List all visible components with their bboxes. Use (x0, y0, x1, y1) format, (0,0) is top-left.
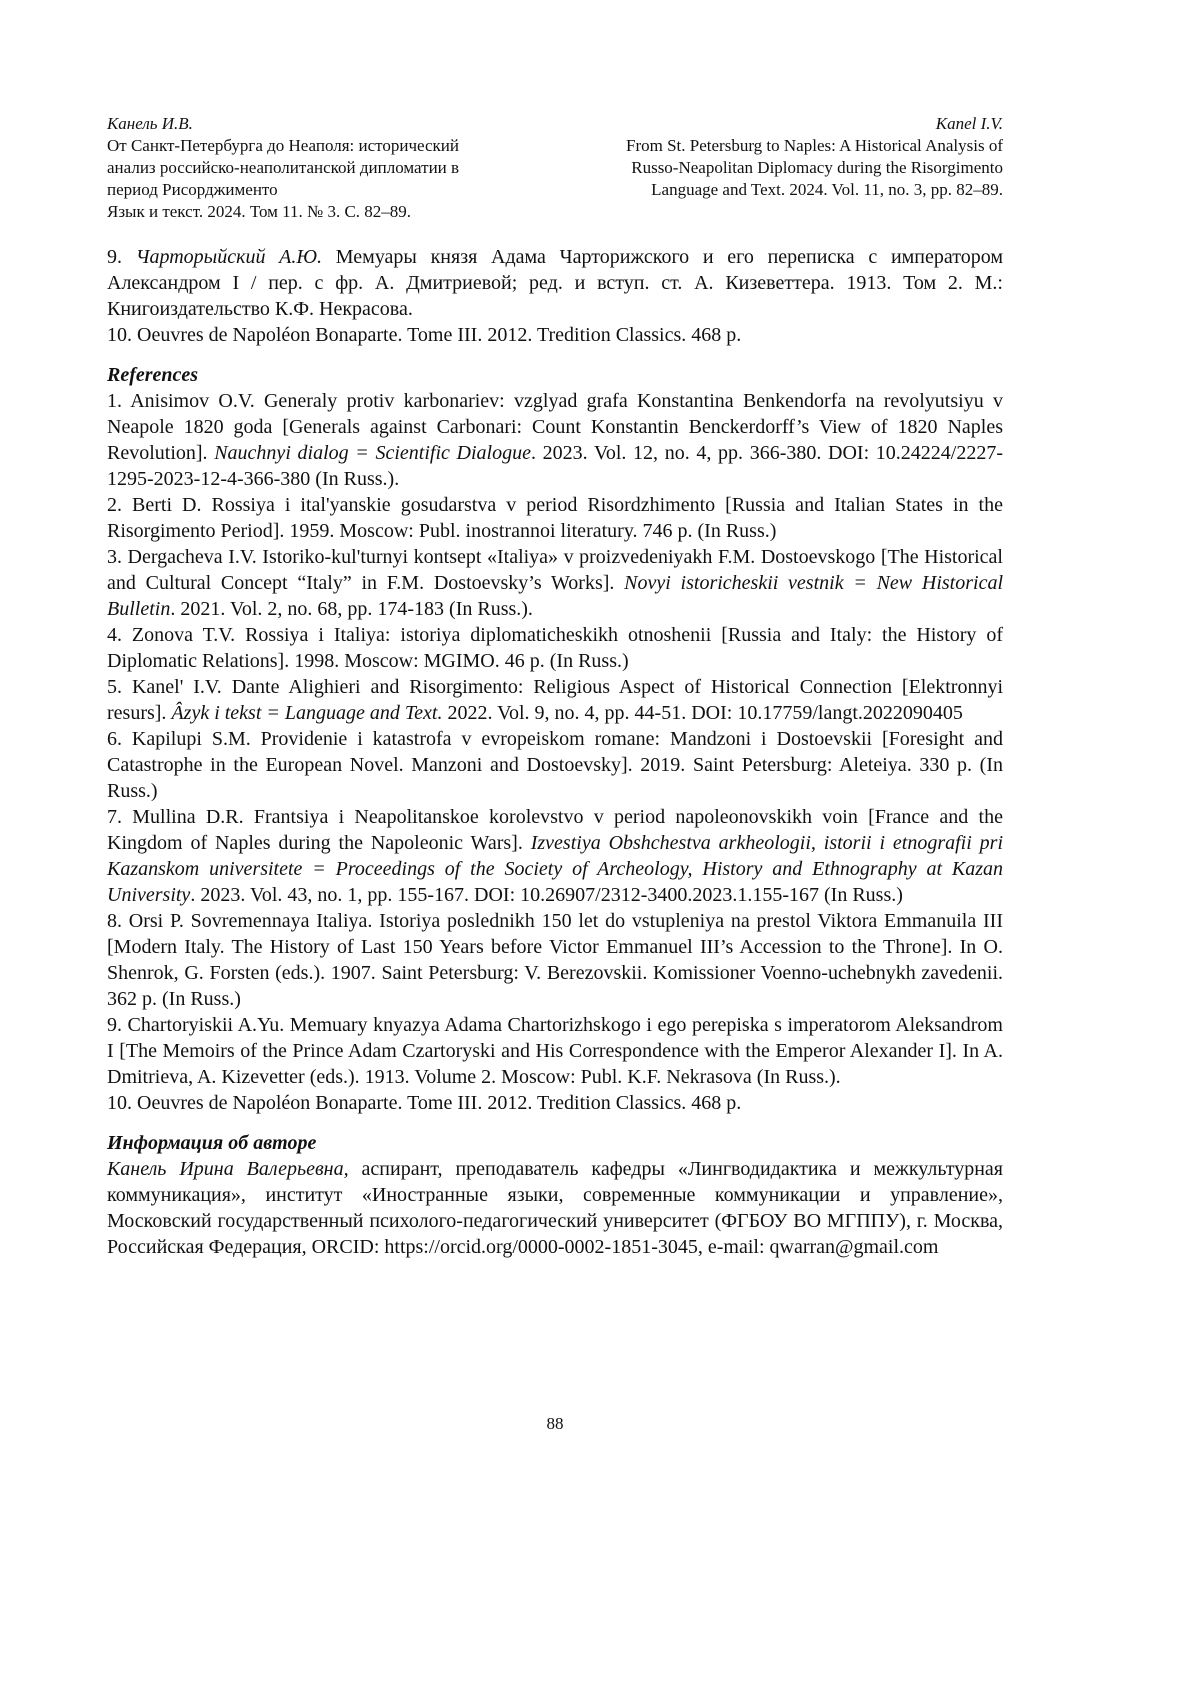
reference-text: 1. Anisimov O.V. Generaly protiv karbonariev: vzglyad grafa Konstantina Benkendorfa na revolyutsiyu v Neapole 1820 goda [Generals against Carbonari: Count Konstantin Benckerdorff’s View of 1820 Naples Revolution]. (107, 390, 1003, 464)
reference-text: 2. Berti D. Rossiya i ital'yanskie gosudarstva v period Risordzhimento [Russia and Italian States in the Risorgimento Period]. 1959. Moscow: Publ. inostrannoi literatury. 746 p. (In Russ.) (107, 494, 1003, 542)
literature-item (107, 322, 1003, 348)
journal-title: Nauchnyi dialog = Scientific Dialogue (214, 442, 531, 464)
header-citation: Язык и текст. 2024. Том 11. № 3. С. 82–89. (107, 201, 547, 223)
reference-text: 9. Chartoryiskii A.Yu. Memuary knyazya Adama Chartorizhskogo i ego perepiska s imperatorom Aleksandrom I [The Memoirs of the Prince Adam Czartoryski and His Correspondence with the Emperor Alexander I]. In A. Dmitrieva, A. Kizevetter (eds.). 1913. Volume 2. Moscow: Publ. K.F. Nekrasova (In Russ.). (107, 1014, 1003, 1088)
reference-text: . 2023. Vol. 12, no. 4, pp. 366-380. DOI: 10.24224/2227-1295-2023-12-4-366-380 (In Russ.). (107, 442, 1003, 490)
journal-title: Novyi istoricheskii vestnik = New Historical Bulletin (107, 572, 1003, 620)
main-text (107, 244, 1003, 1260)
reference-text: 8. Orsi P. Sovremennaya Italiya. Istoriya poslednikh 150 let do vstupleniya na prestol Viktora Emmanuila III [Modern Italy. The History of Last 150 Years before Victor Emmanuel III’s Accession to the Throne]. In O. Shenrok, G. Forsten (eds.). 1907. Saint Petersburg: V. Berezovskii. Komissioner Voenno-uchebnykh zavedenii. 362 p. (In Russ.) (107, 910, 1003, 1010)
header-author: Kanel I.V. (543, 113, 1003, 135)
reference-item (107, 492, 1003, 544)
reference-text: 3. Dergacheva I.V. Istoriko-kul'turnyi kontsept «Italiya» v proizvedeniyakh F.M. Dostoevskogo [The Historical and Cultural Concept “Italy” in F.M. Dostoevsky’s Works]. (107, 546, 1003, 594)
journal-title: Âzyk i tekst = Language and Text. (171, 702, 442, 724)
references-list (107, 388, 1003, 1116)
reference-text: 5. Kanel' I.V. Dante Alighieri and Risorgimento: Religious Aspect of Historical Connection [Elektronnyi resurs]. (107, 676, 1003, 724)
author-name: Канель Ирина Валерьевна, (107, 1158, 349, 1180)
reference-text: 6. Kapilupi S.M. Providenie i katastrofa v evropeiskom romane: Mandzoni i Dostoevskii [Foresight and Catastrophe in the European Novel. Manzoni and Dostoevsky]. 2019. Saint Petersburg: Aleteiya. 330 p. (In Russ.) (107, 728, 1003, 802)
reference-item (107, 544, 1003, 622)
header-title-line: From St. Petersburg to Naples: A Historical Analysis of (543, 135, 1003, 157)
reference-text: . 2023. Vol. 43, no. 1, pp. 155-167. DOI: 10.26907/2312-3400.2023.1.155-167 (In Russ.) (190, 884, 903, 906)
reference-text: . 2021. Vol. 2, no. 68, pp. 174-183 (In Russ.). (170, 598, 533, 620)
item-text: 10. Oeuvres de Napoléon Bonaparte. Tome III. 2012. Tredition Classics. 468 p. (107, 324, 741, 346)
running-header-ru (107, 113, 547, 223)
reference-item (107, 1012, 1003, 1090)
reference-text: 2022. Vol. 9, no. 4, pp. 44-51. DOI: 10.17759/langt.2022090405 (443, 702, 963, 724)
page-number: 88 (0, 1414, 1110, 1434)
author-info-heading: Информация об авторе (107, 1130, 1003, 1156)
reference-text: 10. Oeuvres de Napoléon Bonaparte. Tome III. 2012. Tredition Classics. 468 p. (107, 1092, 741, 1114)
header-title-line: Russo-Neapolitan Diplomacy during the Risorgimento (543, 157, 1003, 179)
reference-item (107, 1090, 1003, 1116)
journal-title: Izvestiya Obshchestva arkheologii, istorii i etnografii pri Kazanskom universitete = Proceedings of the Society of Archeology, History and Ethnography at Kazan University (107, 832, 1003, 906)
reference-item (107, 622, 1003, 674)
reference-item (107, 908, 1003, 1012)
item-text: Мемуары князя Адама Чарторижского и его переписка с императором Александром I / пер. с фр. А. Дмитриевой; ред. и вступ. ст. А. Кизеветтера. 1913. Том 2. М.: Книгоиздательство К.Ф. Некрасова. (107, 246, 1003, 320)
header-title-line: От Санкт-Петербурга до Неаполя: исторический (107, 135, 547, 157)
running-header-en (543, 113, 1003, 201)
reference-text: 7. Mullina D.R. Frantsiya i Neapolitanskoe korolevstvo v period napoleonovskikh voin [France and the Kingdom of Naples during the Napoleonic Wars]. (107, 806, 1003, 854)
header-title-line: анализ российско-неаполитанской дипломатии в (107, 157, 547, 179)
literature-item (107, 244, 1003, 322)
reference-item (107, 726, 1003, 804)
header-author: Канель И.В. (107, 113, 547, 135)
references-heading: References (107, 362, 1003, 388)
author-info (107, 1156, 1003, 1260)
item-author: Чарторыйский А.Ю. (136, 246, 322, 268)
reference-item (107, 674, 1003, 726)
header-title-line: период Рисорджименто (107, 179, 547, 201)
reference-item (107, 804, 1003, 908)
header-citation: Language and Text. 2024. Vol. 11, no. 3, pp. 82–89. (543, 179, 1003, 201)
reference-item (107, 388, 1003, 492)
item-text: 9. (107, 246, 136, 268)
reference-text: 4. Zonova T.V. Rossiya i Italiya: istoriya diplomaticheskikh otnoshenii [Russia and Italy: the History of Diplomatic Relations]. 1998. Moscow: MGIMO. 46 p. (In Russ.) (107, 624, 1003, 672)
author-details: аспирант, преподаватель кафедры «Лингводидактика и межкультурная коммуникация», институт «Иностранные языки, современные коммуникации и управление», Московский государственный психолого-педагогический университет (ФГБОУ ВО МГППУ), г. Москва, Российская Федерация, ORCID: https://orcid.org/0000-0002-1851-3045, e-mail: qwarran@gmail.com (107, 1158, 1003, 1258)
